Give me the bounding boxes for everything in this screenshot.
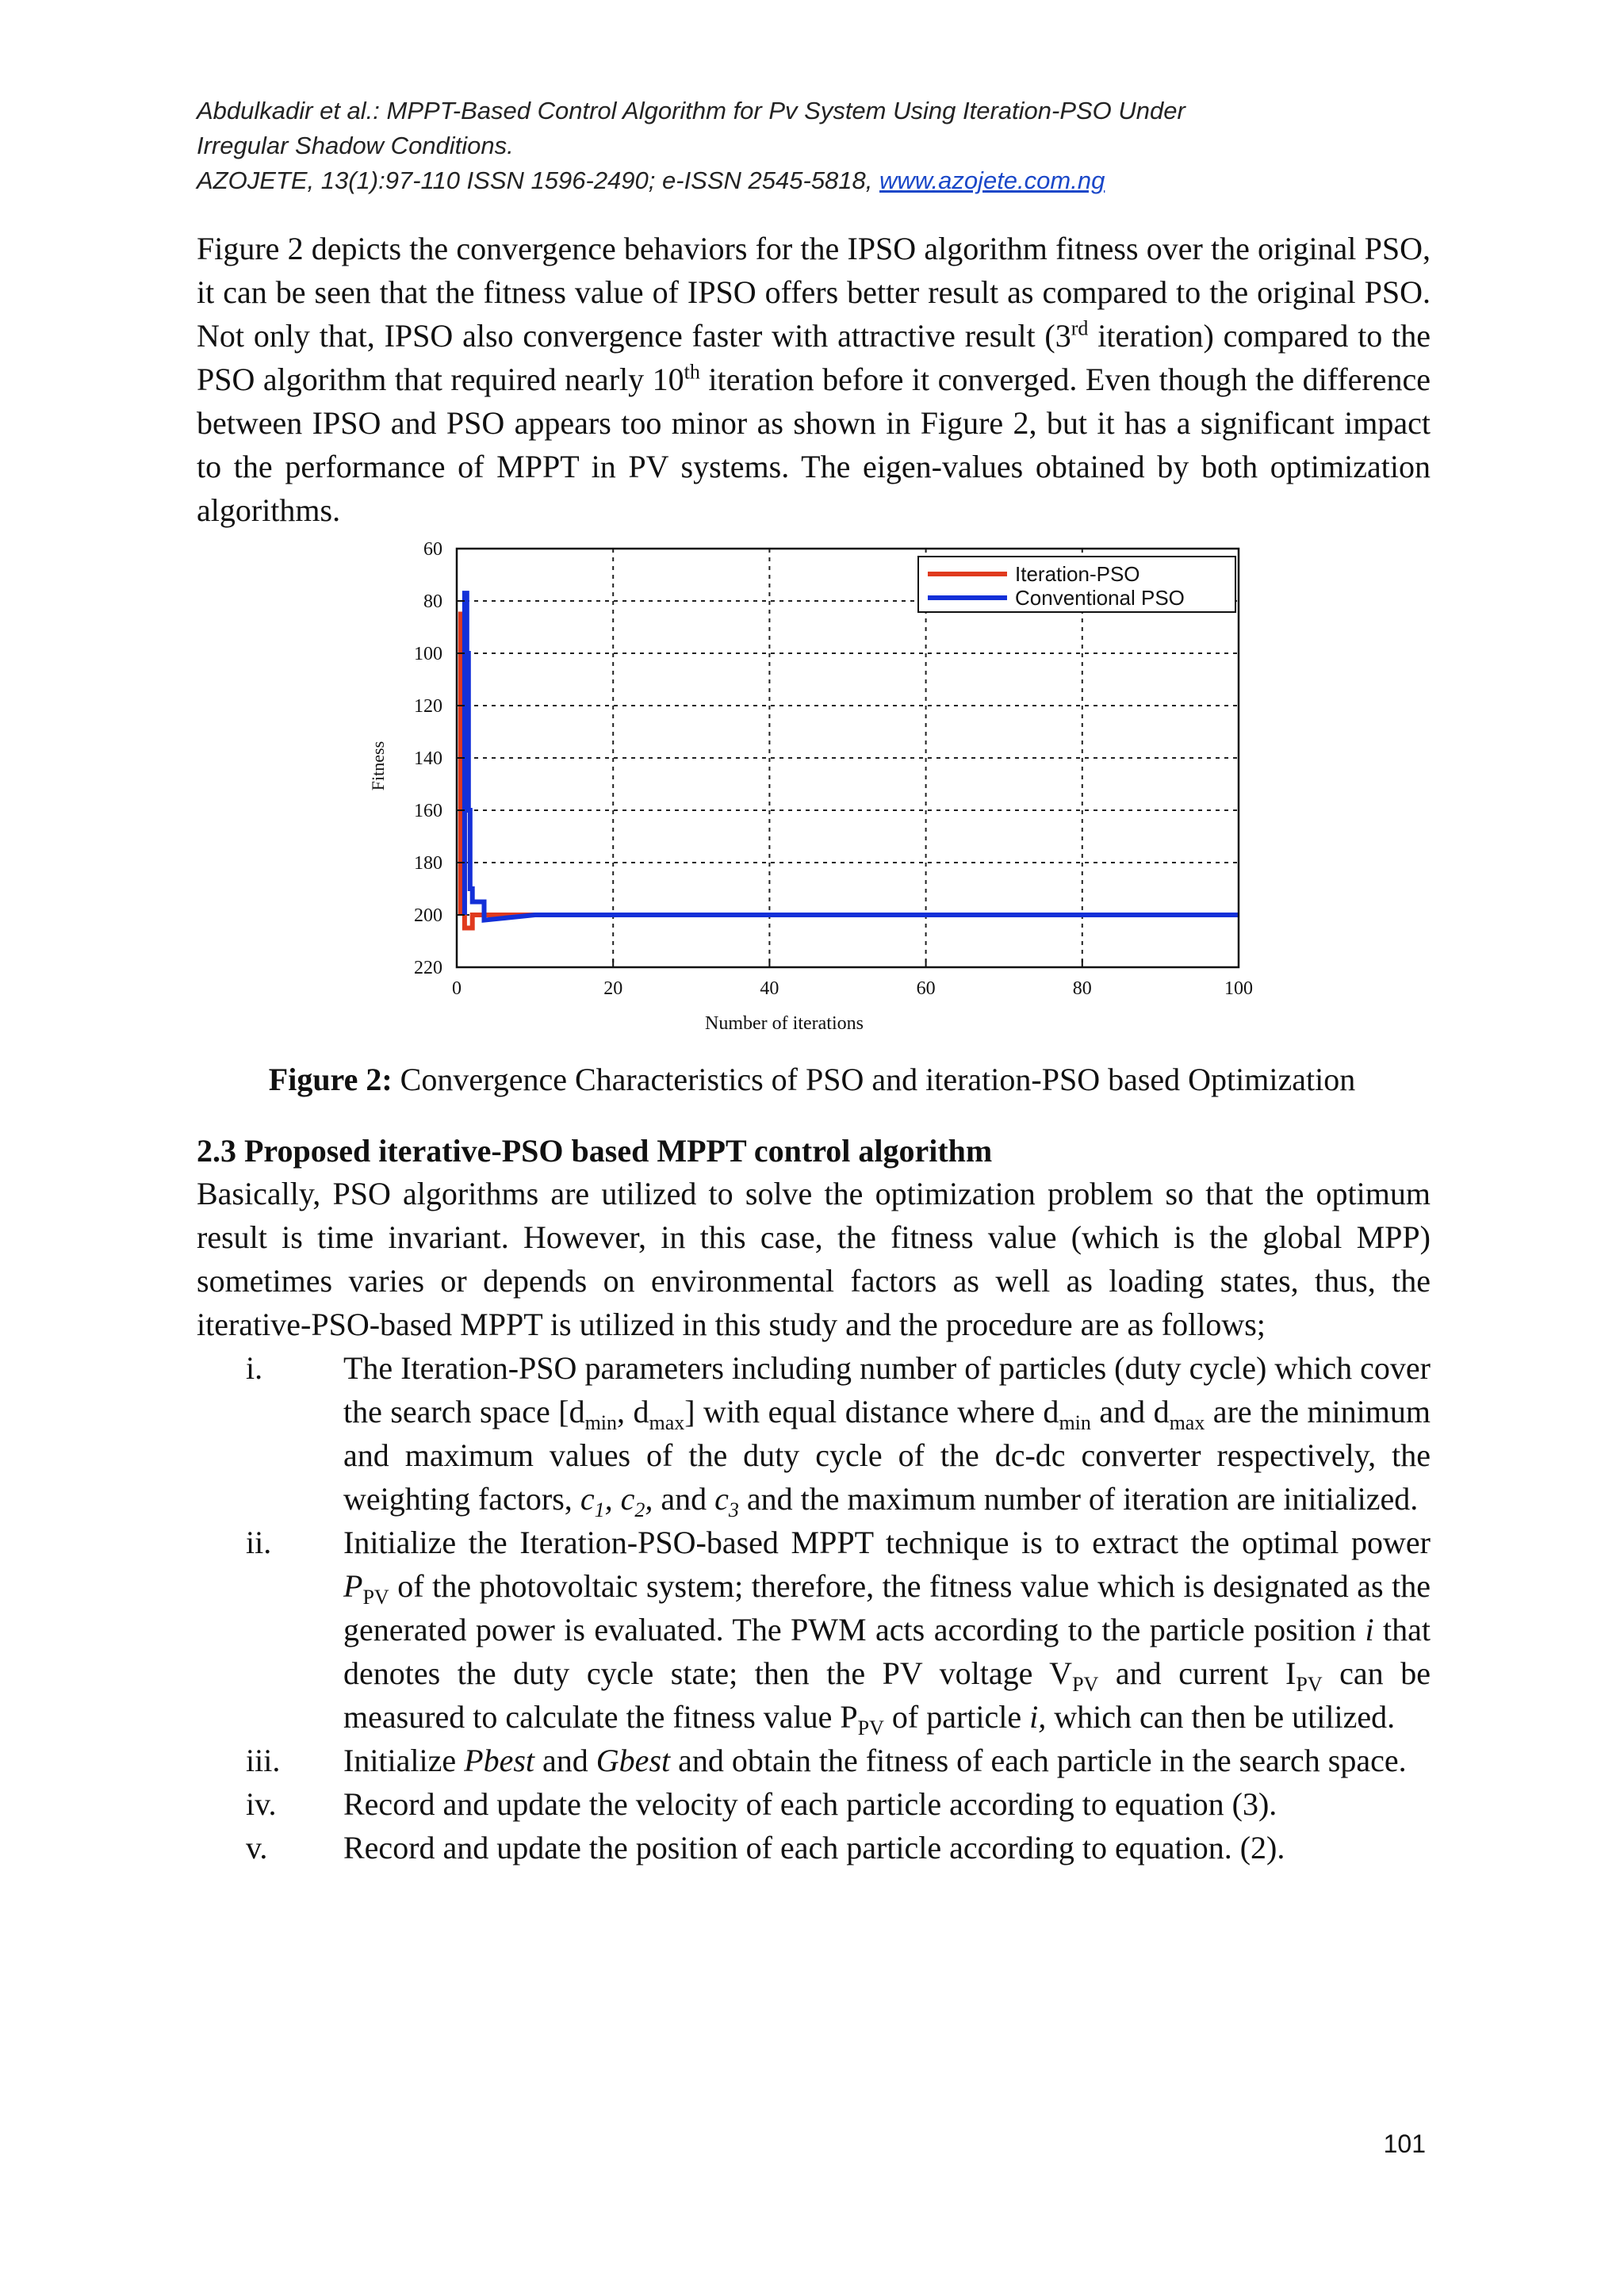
procedure-list xyxy=(197,1346,1431,1869)
subscript: 1 xyxy=(594,1498,605,1521)
header-journal-line xyxy=(197,163,1434,198)
caption-text: Convergence Characteristics of PSO and iteration-PSO based Optimization xyxy=(392,1062,1356,1097)
list-text: Record and update the position of each particle according to equation. (2). xyxy=(343,1830,1285,1866)
header-journal-info: AZOJETE, 13(1):97-110 ISSN 1596-2490; e-ISSN 2545-5818, xyxy=(197,166,880,194)
list-text: can be measured to calculate the fitness value P xyxy=(343,1655,1431,1735)
subscript: min xyxy=(584,1411,618,1434)
subscript: 3 xyxy=(728,1498,739,1521)
para-text: iteration before it converged. Even though the difference between IPSO and PSO appears too minor as shown in Figure 2, but it has a significant impact to the performance of MPPT in PV systems. The eigen-values obtained by both optimization algorithms. xyxy=(197,362,1431,528)
subscript: max xyxy=(1169,1411,1205,1434)
y-tick-label: 120 xyxy=(414,696,442,717)
x-tick-label: 60 xyxy=(916,978,936,999)
intro-paragraph xyxy=(197,227,1431,532)
x-tick-label: 80 xyxy=(1072,978,1092,999)
list-text: of particle xyxy=(883,1699,1030,1735)
list-item xyxy=(197,1739,1431,1782)
math-symbol: i xyxy=(1029,1699,1039,1735)
list-number: iii. xyxy=(246,1743,281,1778)
x-tick-label: 100 xyxy=(1224,978,1253,999)
list-text: , d xyxy=(617,1394,649,1429)
list-text: and current I xyxy=(1098,1655,1297,1691)
math-symbol: c xyxy=(714,1481,729,1517)
list-text: The Iteration-PSO parameters including number of particles (duty cycle) which cover the search space [d xyxy=(343,1350,1431,1429)
list-text: and the maximum number of iteration are initialized. xyxy=(738,1481,1419,1517)
journal-website-link[interactable]: www.azojete.com.ng xyxy=(879,166,1105,194)
math-symbol: P xyxy=(343,1568,363,1604)
list-text: Initialize the Iteration-PSO-based MPPT technique is to extract the optimal power xyxy=(343,1525,1431,1560)
caption-label: Figure 2: xyxy=(268,1062,393,1097)
legend-label: Iteration-PSO xyxy=(1015,562,1140,586)
x-tick-label: 40 xyxy=(760,978,779,999)
section-heading: 2.3 Proposed iterative-PSO based MPPT control algorithm xyxy=(197,1133,993,1169)
math-symbol: i xyxy=(1365,1612,1374,1647)
list-text: and xyxy=(534,1743,596,1778)
y-tick-label: 180 xyxy=(414,853,442,874)
list-text: and d xyxy=(1090,1394,1170,1429)
subscript: max xyxy=(649,1411,685,1434)
math-symbol: c xyxy=(620,1481,635,1517)
y-tick-label: 100 xyxy=(414,644,442,664)
list-text: that denotes the duty cycle state; then the PV voltage V xyxy=(343,1612,1431,1691)
superscript: rd xyxy=(1071,316,1089,340)
x-tick-label: 20 xyxy=(603,978,623,999)
list-item: ii. Initialize the Iteration-PSO-based MPPT technique is to extract the optimal power $P_{PV}$ of the photovoltaic system; therefore, the fitness value which is designated as the generated power is evaluated. The PWM acts according to the particle position i that denotes the duty cycle state; then the PV voltage $V_{PV}$ and current $I_{PV}$ can be measured to calculate the fitness value $P_{PV}$ of particle i, which can then be utilized. xyxy=(197,1521,1431,1739)
para-text: Figure 2 depicts the convergence behaviors for the IPSO algorithm fitness over the original PSO, it can be seen that the fitness value of IPSO offers better result as compared to the original PSO. Not only that, IPSO also convergence faster with attractive result (3 xyxy=(197,231,1431,354)
list-text: and obtain the fitness of each particle in the search space. xyxy=(670,1743,1407,1778)
x-tick-label: 0 xyxy=(452,978,462,999)
list-text: and xyxy=(653,1481,715,1517)
x-axis-label: Number of iterations xyxy=(705,1013,864,1034)
subscript: 2 xyxy=(634,1498,645,1521)
math-symbol: Gbest xyxy=(596,1743,671,1778)
figure-caption xyxy=(0,1059,1624,1100)
subscript: PV xyxy=(1072,1673,1099,1696)
para-text: iteration) compared to the PSO algorithm that required nearly 10 xyxy=(197,318,1431,397)
header-title-line1: Abdulkadir et al.: MPPT-Based Control Algorithm for Pv System Using Iteration-PSO Under xyxy=(197,97,1185,124)
section-body: Basically, PSO algorithms are utilized to solve the optimization problem so that the optimum result is time invariant. However, in this case, the fitness value (which is the global MPP) sometimes varies or depends on environmental factors as well as loading states, thus, the iterative-PSO-based MPPT is utilized in this study and the procedure are as follows; xyxy=(197,1176,1431,1342)
y-tick-label: 160 xyxy=(414,801,442,821)
list-number: iv. xyxy=(246,1786,277,1822)
list-item xyxy=(197,1782,1431,1826)
page-number: 101 xyxy=(1383,2130,1426,2158)
list-text: Initialize xyxy=(343,1743,465,1778)
list-number: i. xyxy=(246,1350,263,1386)
list-text: which can then be utilized. xyxy=(1046,1699,1396,1735)
y-tick-label: 60 xyxy=(423,539,442,560)
math-symbol: c xyxy=(580,1481,595,1517)
convergence-chart xyxy=(349,536,1269,1035)
subscript: PV xyxy=(1296,1673,1323,1696)
header-title-line2: Irregular Shadow Conditions. xyxy=(197,132,514,159)
y-tick-label: 140 xyxy=(414,748,442,769)
running-header xyxy=(197,94,1434,198)
y-axis-label: Fitness xyxy=(368,740,388,791)
y-tick-label: 220 xyxy=(414,958,442,978)
list-number: v. xyxy=(246,1830,268,1866)
list-text: ] with equal distance where d xyxy=(684,1394,1059,1429)
y-tick-label: 80 xyxy=(423,591,442,612)
y-tick-label: 200 xyxy=(414,905,442,926)
subscript: min xyxy=(1059,1411,1091,1434)
superscript: th xyxy=(684,360,700,384)
math-symbol: Pbest xyxy=(464,1743,535,1778)
legend-label: Conventional PSO xyxy=(1015,586,1185,610)
subscript: PV xyxy=(362,1586,389,1609)
list-text: of the photovoltaic system; therefore, the fitness value which is designated as the generated power is evaluated. The PWM acts according to the particle position xyxy=(343,1568,1431,1647)
subscript: PV xyxy=(857,1716,884,1739)
list-text: Record and update the velocity of each particle according to equation (3). xyxy=(343,1786,1277,1822)
list-item: i. The Iteration-PSO parameters including number of particles (duty cycle) which cover the search space [$d_{min}$, $d_{max}$] with equal distance where $d_{min}$ and $d_{max}$ are the minimum and maximum values of the duty cycle of the dc-dc converter respectively, the weighting factors, $c_1$, $c_2$, and $c_3$ and the maximum number of iteration are initialized. xyxy=(197,1346,1431,1521)
list-text: are the minimum and maximum values of the duty cycle of the dc-dc converter respectively, the weighting factors, xyxy=(343,1394,1431,1517)
list-item xyxy=(197,1826,1431,1869)
list-number: ii. xyxy=(246,1525,272,1560)
